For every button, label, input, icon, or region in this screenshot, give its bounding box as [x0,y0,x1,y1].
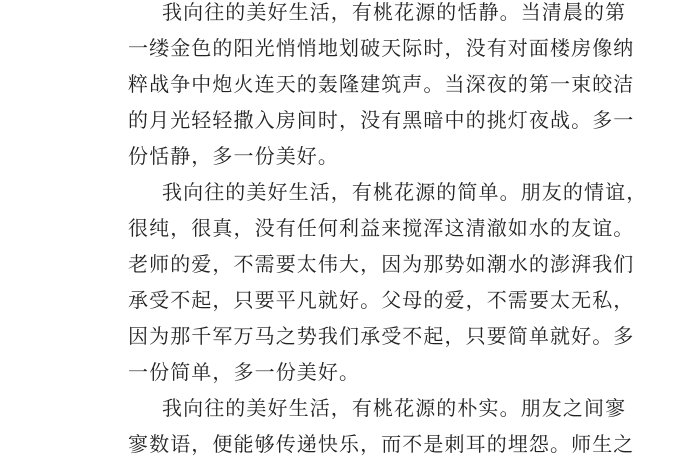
text-line: 粹战争中炮火连天的轰隆建筑声。当深夜的第一束皎洁 [128,72,635,96]
text-line: 因为那千军万马之势我们承受不起，只要简单就好。多 [128,324,635,348]
text-line: 老师的爱，不需要太伟大，因为那势如潮水的澎湃我们 [128,252,635,276]
text-line: 很纯，很真，没有任何利益来搅浑这清澈如水的友谊。 [128,216,635,240]
text-line: 份恬静，多一份美好。 [128,144,339,168]
text-line: 承受不起，只要平凡就好。父母的爱，不需要太无私， [128,288,635,312]
text-line: 寥数语，便能够传递快乐，而不是刺耳的埋怨。师生之 [128,432,635,456]
text-line: 一缕金色的阳光悄悄地划破天际时，没有对面楼房像纳 [128,36,635,60]
text-line: 我向往的美好生活，有桃花源的朴实。朋友之间寥 [162,396,627,420]
text-line: 我向往的美好生活，有桃花源的恬静。当清晨的第 [162,0,627,24]
text-line: 我向往的美好生活，有桃花源的简单。朋友的情谊， [162,180,648,204]
text-line: 一份简单，多一份美好。 [128,360,361,384]
text-line: 的月光轻轻撒入房间时，没有黑暗中的挑灯夜战。多一 [128,108,635,132]
